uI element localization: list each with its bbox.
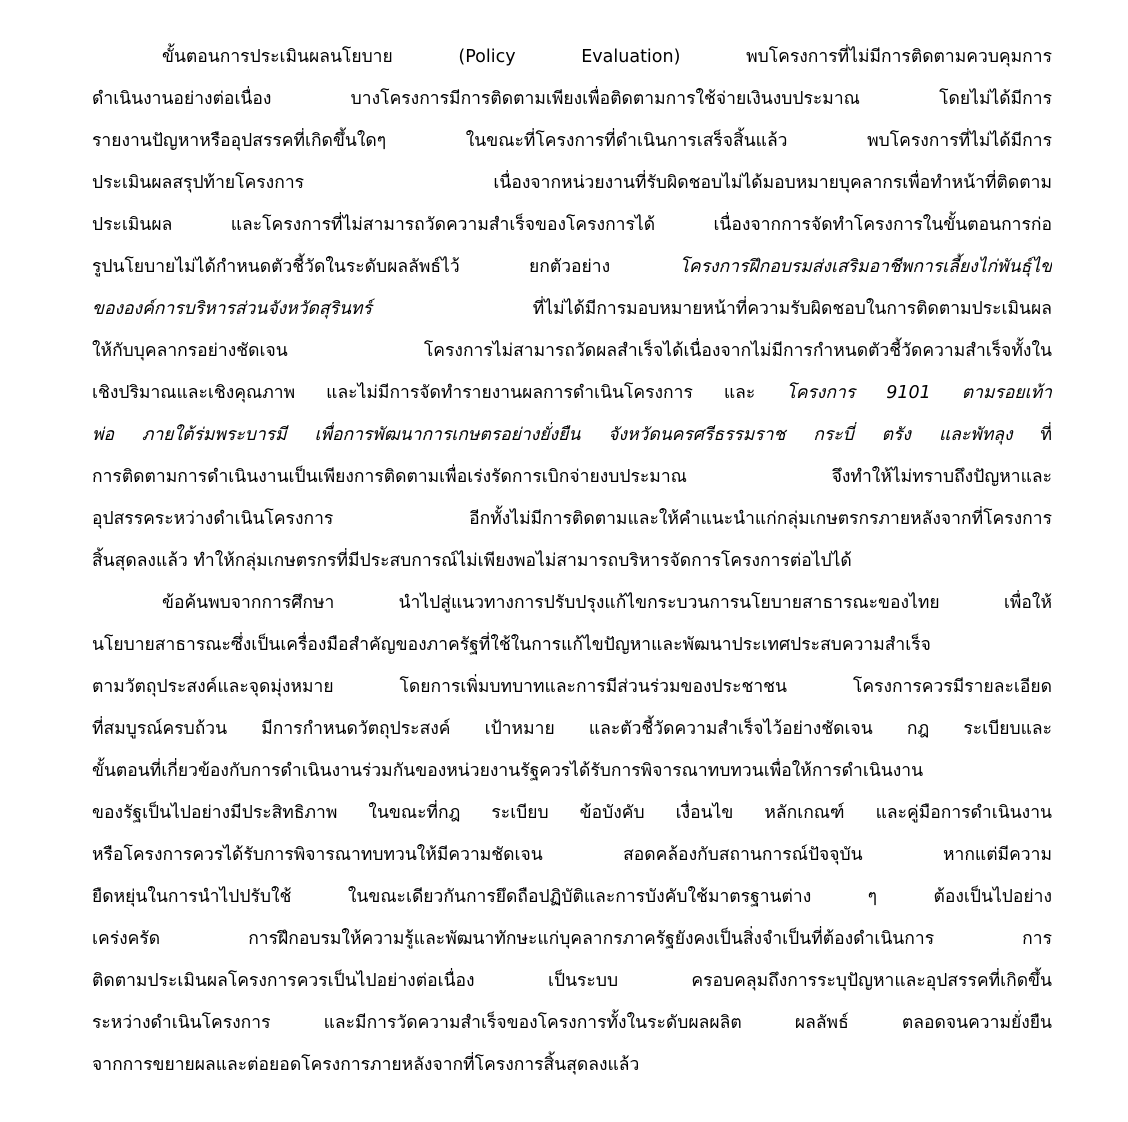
text-segment: รายงานปัญหาหรืออุปสรรคที่เกิดขึ้นใดๆ ในขณะที่โครงการที่ดำเนินการเสร็จสิ้นแล้ว พบโครงการที่ไม่ได้มีการ (92, 131, 1052, 151)
text-segment: ของรัฐเป็นไปอย่างมีประสิทธิภาพ ในขณะที่กฎ ระเบียบ ข้อบังคับ เงื่อนไข หลักเกณฑ์ และคู่มือการดำเนินงาน (92, 803, 1052, 823)
text-line (92, 330, 1052, 372)
text-line (92, 288, 1052, 330)
italic-project-name: พ่อ ภายใต้ร่มพระบารมี เพื่อการพัฒนาการเกษตรอย่างยั่งยืน จังหวัดนครศรีธรรมราช กระบี่ ตรัง และพัทลุง (92, 425, 1013, 445)
text-line (92, 1044, 1052, 1086)
text-line (92, 834, 1052, 876)
text-line (92, 624, 1052, 666)
text-line (92, 750, 1052, 792)
text-segment: เคร่งครัด การฝึกอบรมให้ความรู้และพัฒนาทักษะแก่บุคลากรภาครัฐยังคงเป็นสิ่งจำเป็นที่ต้องดำเนินการ การ (92, 929, 1052, 949)
text-line (92, 456, 1052, 498)
text-segment: หรือโครงการควรได้รับการพิจารณาทบทวนให้มีความชัดเจน สอดคล้องกับสถานการณ์ปัจจุบัน หากแต่มีความ (92, 845, 1052, 865)
text-segment: ประเมินผล และโครงการที่ไม่สามารถวัดความสำเร็จของโครงการได้ เนื่องจากการจัดทำโครงการในขั้นตอนการก่อ (92, 215, 1052, 235)
text-segment: รูปนโยบายไม่ได้กำหนดตัวชี้วัดในระดับผลลัพธ์ไว้ ยกตัวอย่าง (92, 257, 680, 277)
text-segment: ตามวัตถุประสงค์และจุดมุ่งหมาย โดยการเพิ่มบทบาทและการมีส่วนร่วมของประชาชน โครงการควรมีรายละเอียด (92, 677, 1052, 697)
text-segment: ที่สมบูรณ์ครบถ้วน มีการกำหนดวัตถุประสงค์ เป้าหมาย และตัวชี้วัดความสำเร็จไว้อย่างชัดเจน กฎ ระเบียบและ (92, 719, 1052, 739)
text-segment: สิ้นสุดลงแล้ว ทำให้กลุ่มเกษตรกรที่มีประสบการณ์ไม่เพียงพอไม่สามารถบริหารจัดการโครงการต่อไปได้ (92, 551, 852, 571)
text-line (92, 960, 1052, 1002)
text-line (92, 36, 1052, 78)
text-segment: อุปสรรคระหว่างดำเนินโครงการ อีกทั้งไม่มีการติดตามและให้คำแนะนำแก่กลุ่มเกษตรกรภายหลังจากที่โครงการ (92, 509, 1052, 529)
italic-project-name: ขององค์การบริหารส่วนจังหวัดสุรินทร์ (92, 299, 372, 319)
italic-project-name: โครงการฝึกอบรมส่งเสริมอาชีพการเลี้ยงไก่พันธุ์ไข่ (679, 257, 1052, 277)
text-segment: ยืดหยุ่นในการนำไปปรับใช้ ในขณะเดียวกันการยึดถือปฏิบัติและการบังคับใช้มาตรฐานต่าง ๆ ต้องเป็นไปอย่าง (92, 887, 1052, 907)
text-segment: ประเมินผลสรุปท้ายโครงการ เนื่องจากหน่วยงานที่รับผิดชอบไม่ได้มอบหมายบุคลากรเพื่อทำหน้าที่ติดตาม (92, 173, 1052, 193)
text-segment: ดำเนินงานอย่างต่อเนื่อง บางโครงการมีการติดตามเพียงเพื่อติดตามการใช้จ่ายเงินงบประมาณ โดยไม่ได้มีการ (92, 89, 1052, 109)
text-line (92, 414, 1052, 456)
text-line (92, 666, 1052, 708)
text-line (92, 120, 1052, 162)
text-segment: จากการขยายผลและต่อยอดโครงการภายหลังจากที่โครงการสิ้นสุดลงแล้ว (92, 1055, 640, 1075)
text-line (92, 792, 1052, 834)
text-segment: ติดตามประเมินผลโครงการควรเป็นไปอย่างต่อเนื่อง เป็นระบบ ครอบคลุมถึงการระบุปัญหาและอุปสรรคที่เกิดขึ้น (92, 971, 1052, 991)
text-segment: การติดตามการดำเนินงานเป็นเพียงการติดตามเพื่อเร่งรัดการเบิกจ่ายงบประมาณ จึงทำให้ไม่ทราบถึงปัญหาและ (92, 467, 1052, 487)
text-line (92, 498, 1052, 540)
text-segment: ที่ (1012, 425, 1052, 445)
text-line (92, 540, 1052, 582)
text-segment: เชิงปริมาณและเชิงคุณภาพ และไม่มีการจัดทำรายงานผลการดำเนินโครงการ และ (92, 383, 787, 403)
text-line (92, 918, 1052, 960)
text-line (92, 204, 1052, 246)
text-line (92, 1002, 1052, 1044)
text-line (92, 162, 1052, 204)
text-segment: ให้กับบุคลากรอย่างชัดเจน โครงการไม่สามารถวัดผลสำเร็จได้เนื่องจากไม่มีการกำหนดตัวชี้วัดความสำเร็จทั้งใน (92, 341, 1052, 361)
text-segment: นโยบายสาธารณะซึ่งเป็นเครื่องมือสำคัญของภาครัฐที่ใช้ในการแก้ไขปัญหาและพัฒนาประเทศประสบความสำเร็จ (92, 635, 931, 655)
document-body (92, 36, 1052, 1086)
text-segment: ระหว่างดำเนินโครงการ และมีการวัดความสำเร็จของโครงการทั้งในระดับผลผลิต ผลลัพธ์ ตลอดจนความยั่งยืน (92, 1013, 1052, 1033)
paragraph (92, 582, 1052, 1086)
text-line (92, 246, 1052, 288)
text-line (92, 372, 1052, 414)
text-segment: ขั้นตอนการประเมินผลนโยบาย (Policy Evaluation) พบโครงการที่ไม่มีการติดตามควบคุมการ (162, 47, 1052, 67)
text-line (92, 876, 1052, 918)
text-segment: ขั้นตอนที่เกี่ยวข้องกับการดำเนินงานร่วมกันของหน่วยงานรัฐควรได้รับการพิจารณาทบทวนเพื่อให้การดำเนินงาน (92, 761, 924, 781)
text-segment: ที่ไม่ได้มีการมอบหมายหน้าที่ความรับผิดชอบในการติดตามประเมินผล (371, 299, 1052, 319)
text-line (92, 78, 1052, 120)
text-line (92, 582, 1052, 624)
text-segment: ข้อค้นพบจากการศึกษา นำไปสู่แนวทางการปรับปรุงแก้ไขกระบวนการนโยบายสาธารณะของไทย เพื่อให้ (162, 593, 1052, 613)
italic-project-name: โครงการ 9101 ตามรอยเท้า (786, 383, 1052, 403)
text-line (92, 708, 1052, 750)
paragraph (92, 36, 1052, 582)
